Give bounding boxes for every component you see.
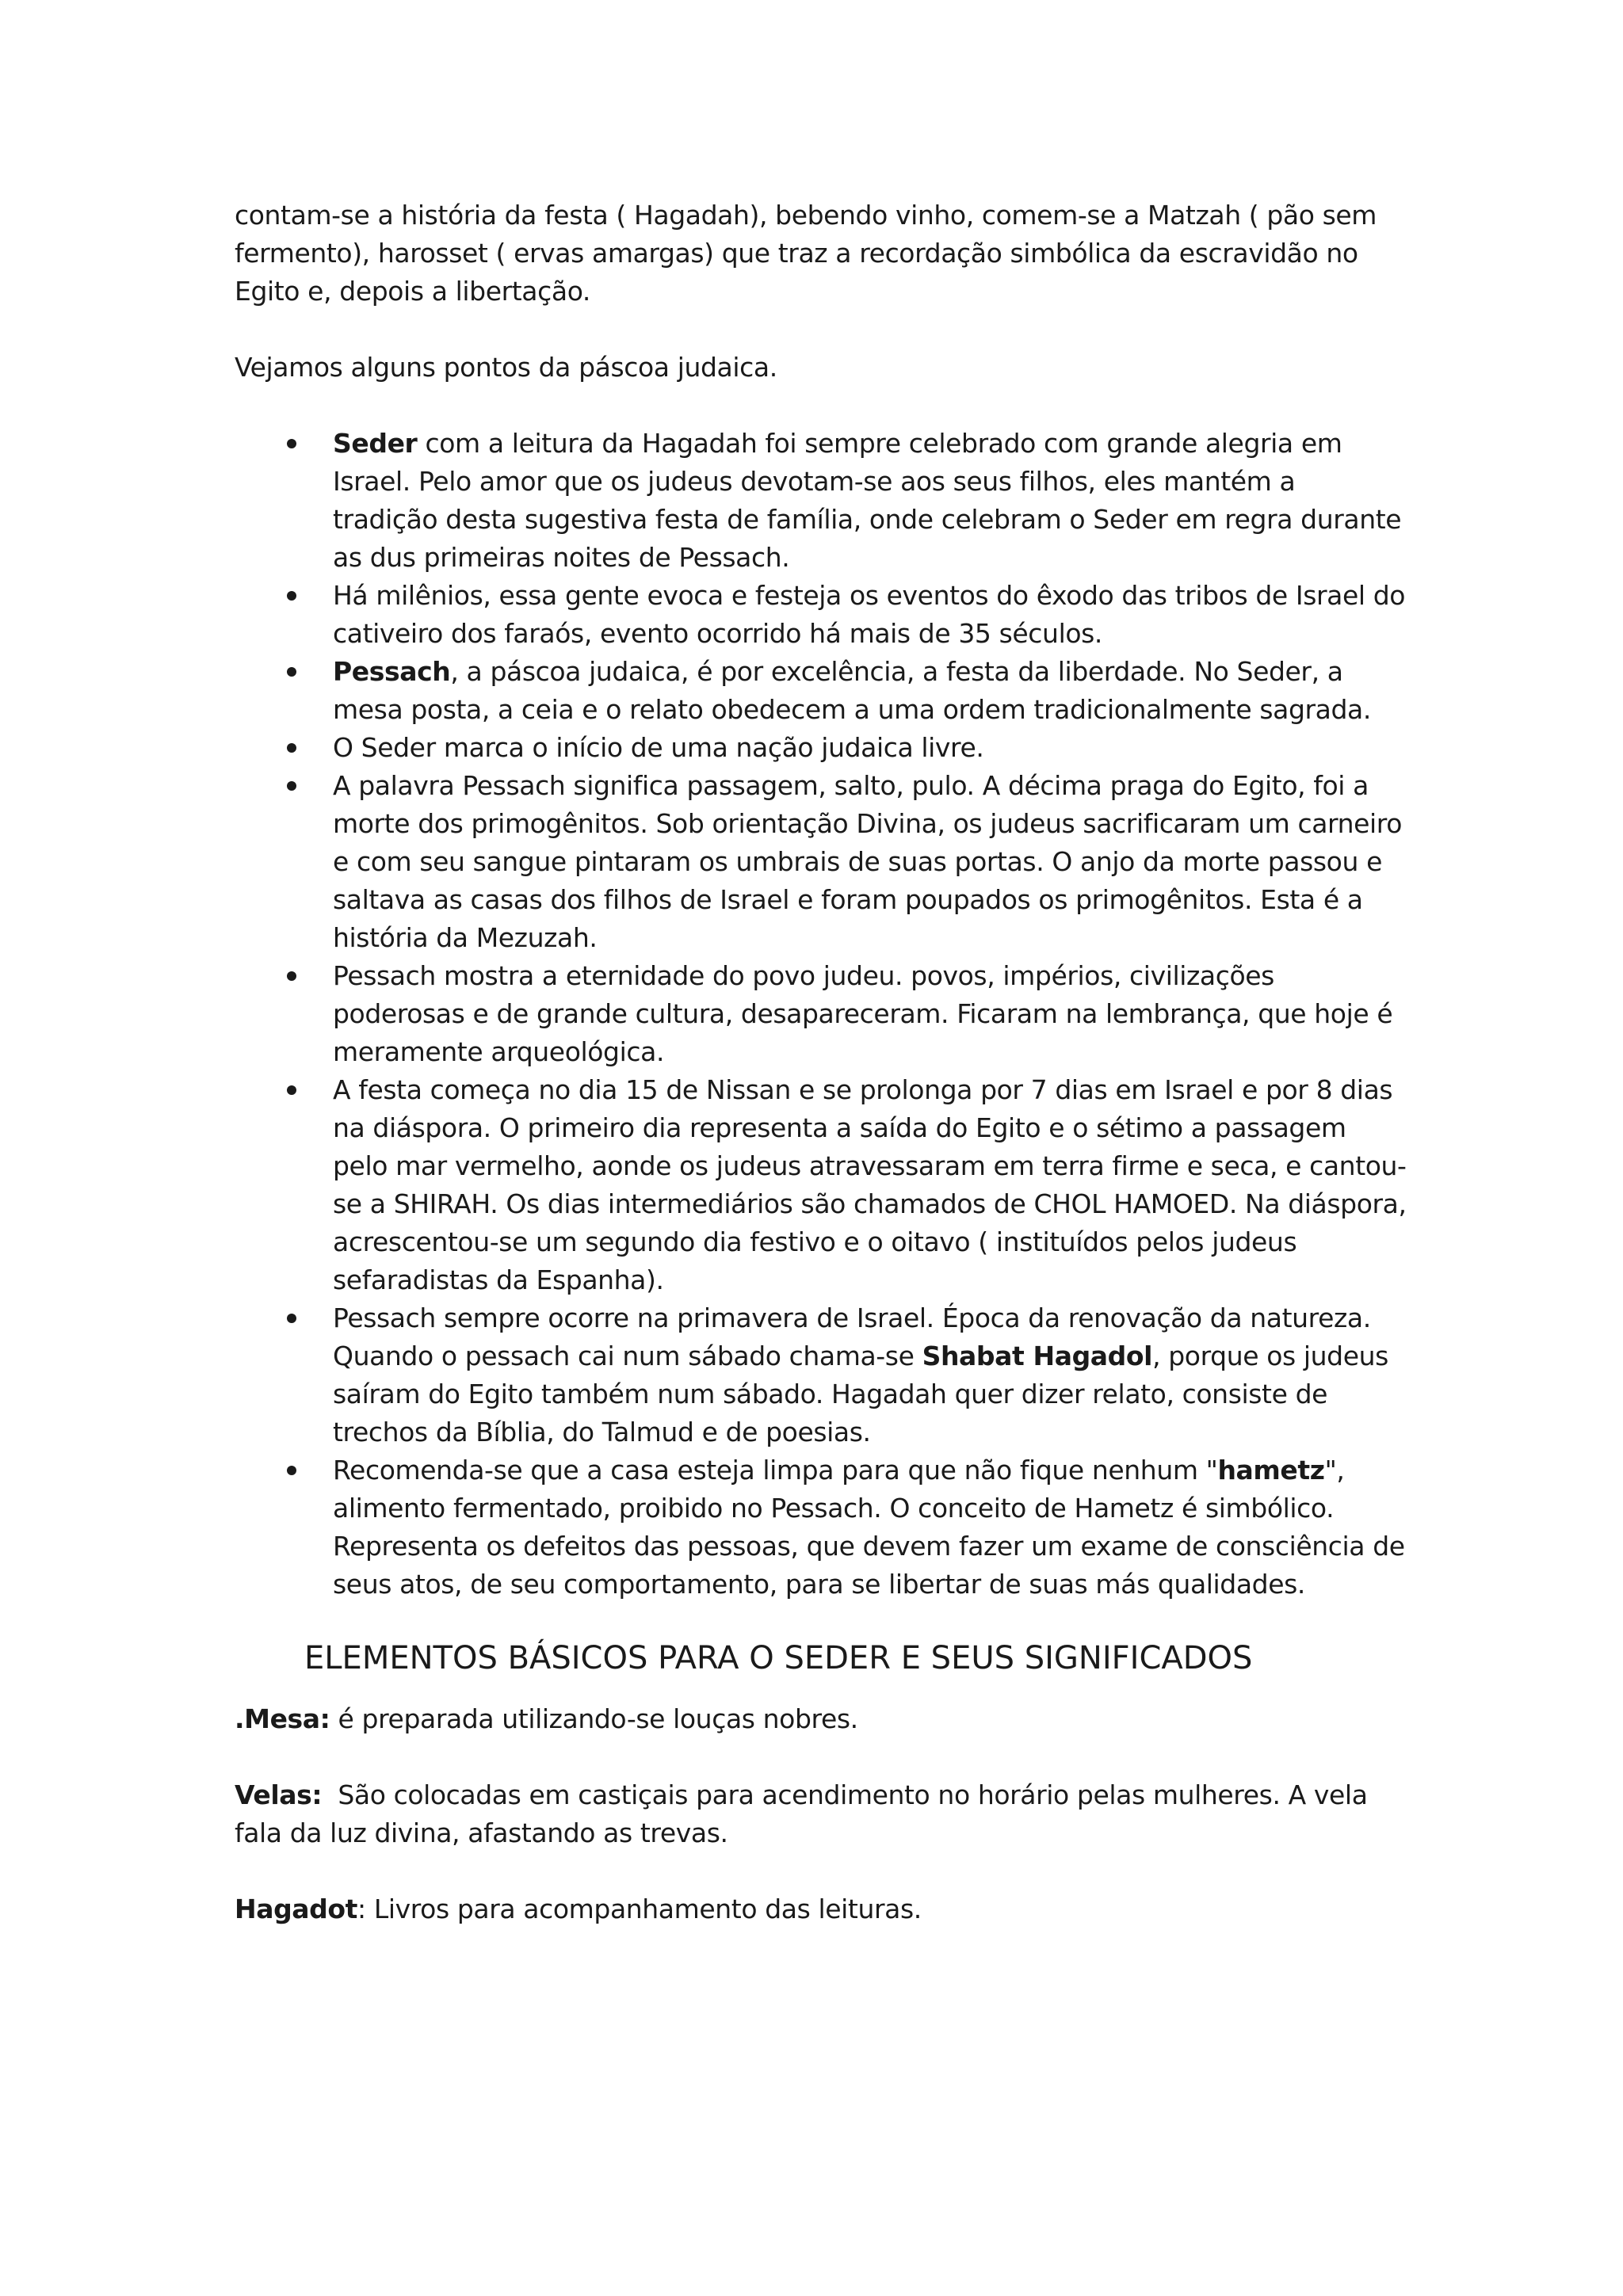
list-item xyxy=(235,577,1407,653)
list-item xyxy=(235,1071,1407,1299)
item-text: com a leitura da Hagadah foi sempre celebrado com grande alegria em Israel. Pelo amor que os judeus devotam-se aos seus filhos, eles mantém a tradição desta sugestiva festa de família, onde celebram o Seder em regra durante as dus primeiras noites de Pessach. xyxy=(333,428,1402,573)
list-item xyxy=(235,729,1407,767)
definition-hagadot xyxy=(235,1890,1407,1928)
list-item xyxy=(235,425,1407,577)
definition-text: é preparada utilizando-se louças nobres. xyxy=(330,1703,858,1734)
item-text: A palavra Pessach significa passagem, salto, pulo. A décima praga do Egito, foi a morte dos primogênitos. Sob orientação Divina, os judeus sacrificaram um carneiro e com seu sangue pintaram os umbrais de suas portas. O anjo da morte passou e saltava as casas dos filhos de Israel e foram poupados os primogênitos. Esta é a história da Mezuzah. xyxy=(333,770,1403,953)
bullet-icon xyxy=(287,781,296,791)
bold-term: hametz xyxy=(1217,1455,1325,1486)
item-text: Há milênios, essa gente evoca e festeja os eventos do êxodo das tribos de Israel do cativeiro dos faraós, evento ocorrido há mais de 35 séculos. xyxy=(333,580,1406,649)
item-text: , a páscoa judaica, é por excelência, a festa da liberdade. No Seder, a mesa posta, a ceia e o relato obedecem a uma ordem tradicionalmente sagrada. xyxy=(333,656,1371,725)
bullet-icon xyxy=(287,591,296,601)
item-text: ", alimento fermentado, proibido no Pessach. O conceito de Hametz é simbólico. Representa os defeitos das pessoas, que devem fazer um exame de consciência de seus atos, de seu comportamento, para se libertar de suas más qualidades. xyxy=(333,1455,1405,1600)
definition-term: Hagadot xyxy=(235,1894,358,1924)
bullet-icon xyxy=(287,743,296,753)
definition-mesa xyxy=(235,1700,1407,1738)
definition-term: .Mesa: xyxy=(235,1703,330,1734)
bold-term: Seder xyxy=(333,428,418,459)
list-item xyxy=(235,957,1407,1071)
spacer xyxy=(235,1681,1407,1700)
bullet-list xyxy=(235,425,1407,1604)
item-text: A festa começa no dia 15 de Nissan e se prolonga por 7 dias em Israel e por 8 dias na diáspora. O primeiro dia representa a saída do Egito e o sétimo a passagem pelo mar vermelho, aonde os judeus atravessaram em terra firme e seca, e cantou-se a SHIRAH. Os dias intermediários são chamados de CHOL HAMOED. Na diáspora, acrescentou-se um segundo dia festivo e o oitavo ( instituídos pelos judeus sefaradistas da Espanha). xyxy=(333,1074,1407,1295)
intro-lead: Vejamos alguns pontos da páscoa judaica. xyxy=(235,352,777,383)
spacer xyxy=(235,1738,1407,1776)
page-content xyxy=(235,196,1407,1928)
section-heading: ELEMENTOS BÁSICOS PARA O SEDER E SEUS SIGNIFICADOS xyxy=(304,1640,1253,1676)
bold-term: Shabat Hagadol xyxy=(922,1341,1153,1371)
bullet-icon xyxy=(287,439,296,448)
bullet-icon xyxy=(287,1466,296,1475)
bullet-icon xyxy=(287,667,296,677)
list-item xyxy=(235,1451,1407,1604)
item-text: , porque os judeus saíram do Egito também num sábado. Hagadah quer dizer relato, consiste de trechos da Bíblia, do Talmud e de poesias. xyxy=(333,1341,1388,1447)
intro-paragraph: contam-se a história da festa ( Hagadah), bebendo vinho, comem-se a Matzah ( pão sem fermento), harosset ( ervas amargas) que traz a recordação simbólica da escravidão no Egito e, depois a libertação. xyxy=(235,200,1377,307)
list-item xyxy=(235,1299,1407,1451)
bullet-icon xyxy=(287,1085,296,1095)
bullet-icon xyxy=(287,971,296,981)
item-text: Pessach mostra a eternidade do povo judeu. povos, impérios, civilizações poderosas e de grande cultura, desapareceram. Ficaram na lembrança, que hoje é meramente arqueológica. xyxy=(333,960,1393,1067)
item-text-pre: Recomenda-se que a casa esteja limpa para que não fique nenhum " xyxy=(333,1455,1218,1486)
definition-velas xyxy=(235,1776,1407,1852)
definition-term: Velas: xyxy=(235,1779,323,1810)
list-item xyxy=(235,653,1407,729)
bullet-icon xyxy=(287,1314,296,1323)
definition-text: : Livros para acompanhamento das leituras. xyxy=(357,1894,922,1924)
spacer xyxy=(235,311,1407,349)
item-text: O Seder marca o início de uma nação judaica livre. xyxy=(333,732,984,763)
bold-term: Pessach xyxy=(333,656,451,687)
spacer xyxy=(235,1852,1407,1890)
list-item xyxy=(235,767,1407,957)
definition-text: São colocadas em castiçais para acendimento no horário pelas mulheres. A vela fala da luz divina, afastando as trevas. xyxy=(235,1779,1376,1848)
item-text-pre: Pessach sempre ocorre na primavera de Israel. Época da renovação da natureza. Quando o pessach cai num sábado chama-se xyxy=(333,1302,1371,1371)
